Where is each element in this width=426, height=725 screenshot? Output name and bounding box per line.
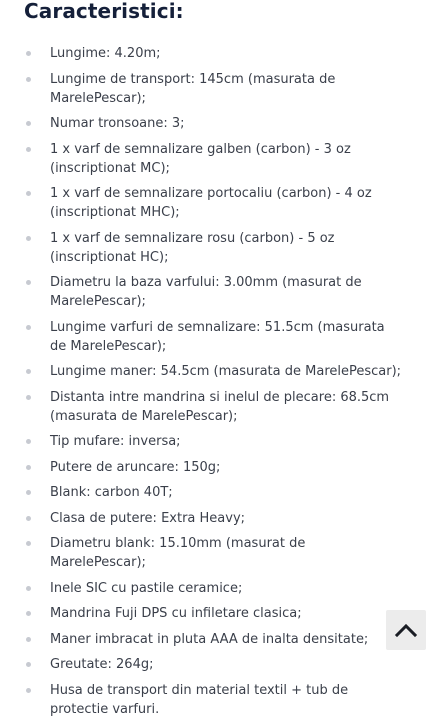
bullet-icon [26, 51, 31, 56]
bullet-icon [26, 516, 31, 521]
spec-item [0, 273, 426, 311]
spec-text: 1 x varf de semnalizare rosu (carbon) - 5 oz (inscriptionat HC); [50, 230, 335, 265]
scroll-to-top-button[interactable] [386, 610, 426, 650]
spec-text: Lungime maner: 54.5cm (masurata de MarelePescar); [50, 364, 402, 379]
bullet-icon [26, 395, 31, 400]
spec-item [0, 534, 426, 572]
spec-text: Blank: carbon 40T; [50, 485, 173, 500]
spec-item [0, 509, 426, 528]
bullet-icon [26, 662, 31, 667]
bullet-icon [26, 147, 31, 152]
section-heading: Caracteristici: [24, 0, 184, 23]
bullet-icon [26, 280, 31, 285]
spec-list [0, 44, 426, 725]
bullet-icon [26, 236, 31, 241]
spec-text: Diametru la baza varfului: 3.00mm (masurat de MarelePescar); [50, 275, 362, 309]
spec-item [0, 114, 426, 133]
spec-text: Mandrina Fuji DPS cu infiletare clasica; [50, 606, 302, 621]
spec-text: Husa de transport din material textil + tub de protectie varfuri. [50, 682, 349, 717]
spec-text: Numar tronsoane: 3; [50, 116, 185, 131]
bullet-icon [26, 121, 31, 126]
bullet-icon [26, 369, 31, 374]
bullet-icon [26, 541, 31, 546]
spec-text: 1 x varf de semnalizare galben (carbon) - 3 oz (inscriptionat MC); [50, 141, 351, 176]
spec-text: 1 x varf de semnalizare portocaliu (carbon) - 4 oz (inscriptionat MHC); [50, 186, 372, 220]
spec-text: Clasa de putere: Extra Heavy; [50, 510, 246, 526]
spec-text: Lungime de transport: 145cm (masurata de MarelePescar); [50, 71, 336, 106]
spec-text: Distanta intre mandrina si inelul de plecare: 68.5cm (masurata de MarelePescar); [50, 389, 390, 424]
spec-item [0, 579, 426, 598]
spec-text: Tip mufare: inversa; [50, 434, 181, 449]
spec-text: Inele SIC cu pastile ceramice; [50, 580, 243, 596]
spec-item [0, 604, 426, 623]
spec-item [0, 362, 426, 381]
spec-item [0, 630, 426, 649]
spec-item [0, 229, 426, 267]
spec-text: Lungime varfuri de semnalizare: 51.5cm (masurata de MarelePescar); [50, 319, 385, 354]
spec-item [0, 140, 426, 178]
spec-text: Lungime: 4.20m; [50, 46, 161, 61]
spec-item [0, 70, 426, 108]
spec-item [0, 432, 426, 451]
spec-item [0, 458, 426, 477]
bullet-icon [26, 490, 31, 495]
spec-item [0, 318, 426, 356]
spec-text: Greutate: 264g; [50, 657, 154, 672]
bullet-icon [26, 191, 31, 196]
bullet-icon [26, 688, 31, 693]
spec-text: Diametru blank: 15.10mm (masurat de MarelePescar); [50, 536, 306, 570]
spec-item [0, 184, 426, 222]
bullet-icon [26, 465, 31, 470]
bullet-icon [26, 611, 31, 616]
bullet-icon [26, 586, 31, 591]
spec-item [0, 655, 426, 674]
bullet-icon [26, 439, 31, 444]
bullet-icon [26, 637, 31, 642]
spec-item [0, 44, 426, 63]
bullet-icon [26, 325, 31, 330]
spec-item [0, 483, 426, 502]
chevron-up-icon [394, 622, 418, 638]
spec-item [0, 388, 426, 426]
bullet-icon [26, 77, 31, 82]
spec-text: Maner imbracat in pluta AAA de inalta densitate; [50, 631, 369, 647]
spec-text: Putere de aruncare: 150g; [50, 459, 221, 475]
